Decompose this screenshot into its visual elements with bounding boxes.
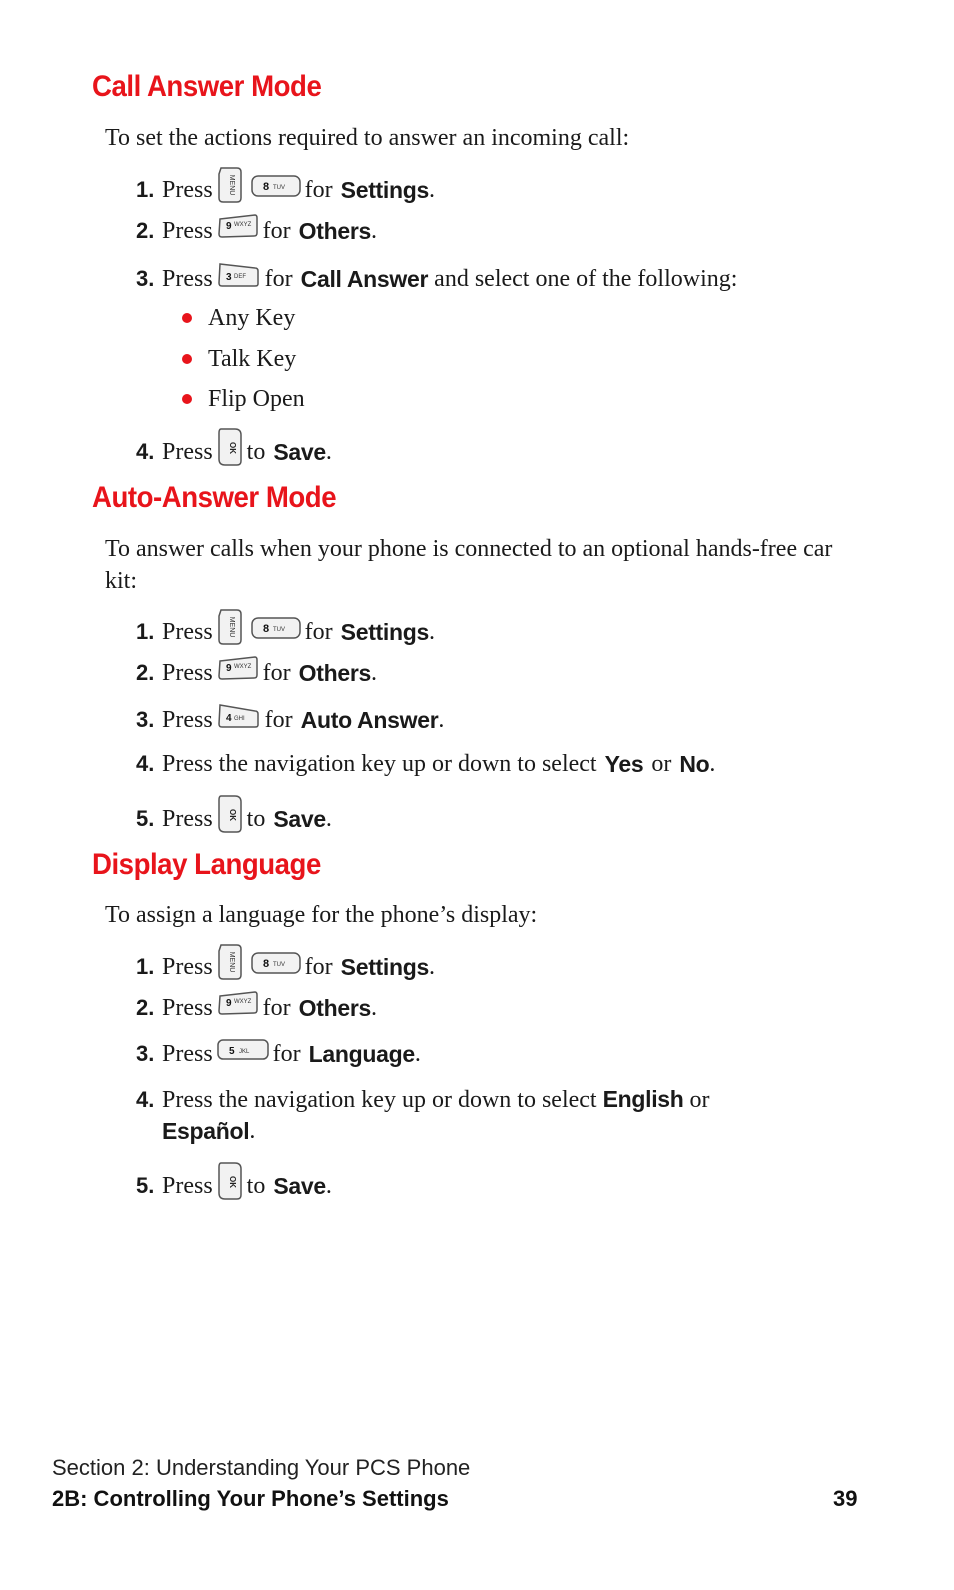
step-text: . (325, 438, 332, 465)
step-number: 3. (136, 1040, 155, 1066)
section-intro: To assign a language for the phone’s display: (105, 902, 538, 928)
step-text: to (246, 805, 266, 832)
step-1 (136, 943, 826, 990)
step-text: for (264, 706, 293, 733)
step-text: . (414, 1040, 421, 1067)
key-letters: JKL (238, 1049, 250, 1055)
step-number: 1. (136, 618, 155, 644)
key-label: MENU (227, 616, 235, 638)
bullet-icon (182, 354, 192, 364)
ok-key-icon (217, 794, 243, 843)
step-text: for (262, 659, 291, 686)
step-text: or (651, 751, 672, 777)
step-text: Press the navigation key up or down to select (162, 751, 597, 777)
step-4 (136, 748, 826, 780)
step-2 (136, 213, 826, 248)
key-letters: TUV (272, 184, 285, 191)
key-9-icon (217, 655, 259, 690)
step-text: Press (162, 265, 213, 292)
step-text: . (438, 706, 445, 733)
key-digit: 3 (225, 272, 232, 283)
step-text: Press (162, 994, 213, 1021)
key-label: OK (227, 442, 237, 454)
step-text: for (272, 1040, 301, 1067)
bullet-icon (182, 394, 192, 404)
step-text: Press (162, 217, 213, 244)
step-text: Press (162, 953, 213, 980)
option-espanol: Español (162, 1118, 250, 1144)
section-intro: To answer calls when your phone is connected to an optional hands-free car kit: (105, 536, 833, 594)
step-text: Press (162, 1172, 213, 1199)
menu-target: Call Answer (300, 265, 429, 292)
option-no: No (679, 751, 710, 777)
step-text: for (262, 994, 291, 1021)
key-digit: 8 (262, 622, 269, 635)
menu-target: Others (298, 217, 371, 244)
key-digit: 4 (225, 713, 232, 724)
step-text: to (246, 1172, 266, 1199)
menu-target: Auto Answer (300, 706, 439, 733)
step-text: Press (162, 618, 213, 645)
key-letters: TUV (272, 961, 285, 968)
menu-key-icon (217, 943, 243, 990)
key-label: OK (227, 809, 237, 821)
page-number: 39 (833, 1486, 858, 1511)
step-number: 1. (136, 953, 155, 979)
step-text: Press (162, 805, 213, 832)
step-text: to (246, 438, 266, 465)
step-text: or (689, 1087, 710, 1113)
step-text: Press the navigation key up or down to select (162, 1087, 597, 1113)
step-1 (136, 608, 826, 655)
step-number: 4. (136, 1087, 155, 1112)
step-3 (136, 1037, 826, 1070)
step-text: Press (162, 659, 213, 686)
step-number: 3. (136, 706, 155, 732)
step-3 (136, 260, 826, 297)
menu-target: Language (308, 1040, 415, 1067)
option-item (182, 384, 305, 414)
key-4-icon (217, 701, 261, 738)
step-text: . (709, 751, 716, 777)
step-5 (136, 1161, 826, 1210)
key-8-icon (251, 174, 301, 206)
step-number: 5. (136, 1172, 155, 1198)
menu-target: Settings (340, 953, 429, 980)
step-text: and select one of the following: (428, 265, 738, 292)
step-number: 4. (136, 438, 155, 464)
key-digit: 8 (262, 957, 269, 970)
step-2 (136, 990, 826, 1025)
key-digit: 9 (225, 998, 232, 1009)
menu-key-icon (217, 166, 243, 213)
ok-key-icon (217, 427, 243, 476)
option-yes: Yes (604, 751, 644, 777)
section-intro: To set the actions required to answer an incoming call: (105, 125, 630, 151)
key-label: MENU (227, 174, 235, 196)
step-2 (136, 655, 826, 690)
step-4 (136, 427, 826, 476)
step-1 (136, 166, 826, 213)
option-label: Any Key (208, 305, 296, 331)
step-text: . (371, 659, 377, 686)
bullet-icon (182, 313, 192, 323)
step-3 (136, 701, 826, 738)
step-text: . (429, 176, 435, 203)
step-text: . (325, 1172, 332, 1199)
step-number: 2. (136, 994, 155, 1020)
key-8-icon (251, 616, 301, 648)
step-text: for (264, 265, 293, 292)
option-english: English (602, 1086, 684, 1112)
key-8-icon (251, 951, 301, 983)
key-label: MENU (227, 951, 235, 973)
step-text: Press (162, 706, 213, 733)
footer-section-label: Section 2: Understanding Your PCS Phone (52, 1455, 471, 1480)
key-letters: DEF (233, 274, 246, 280)
key-digit: 5 (228, 1046, 235, 1057)
menu-key-icon (217, 608, 243, 655)
step-number: 4. (136, 751, 155, 776)
option-label: Talk Key (208, 346, 297, 372)
step-number: 1. (136, 176, 155, 202)
step-number: 3. (136, 265, 155, 291)
key-digit: 8 (262, 180, 269, 193)
section-title-call-answer-mode: Call Answer Mode (92, 70, 322, 103)
key-letters: WXYZ (233, 999, 252, 1005)
key-digit: 9 (225, 663, 232, 674)
step-5 (136, 794, 826, 843)
key-letters: TUV (272, 626, 285, 633)
step-4 (136, 1083, 826, 1116)
key-letters: WXYZ (233, 222, 252, 228)
step-text: for (304, 953, 333, 980)
step-text: Press (162, 1040, 213, 1067)
menu-target: Settings (340, 176, 429, 203)
section-title-display-language: Display Language (92, 848, 321, 881)
menu-target: Others (298, 994, 371, 1021)
step-text: Press (162, 176, 213, 203)
key-5-icon (217, 1037, 269, 1070)
menu-target: Save (273, 1172, 326, 1199)
step-text: for (304, 618, 333, 645)
menu-target: Save (273, 438, 326, 465)
section-title-auto-answer-mode: Auto-Answer Mode (92, 481, 337, 514)
menu-target: Save (273, 805, 326, 832)
option-label: Flip Open (208, 386, 305, 412)
key-letters: GHI (233, 716, 245, 722)
step-text: . (249, 1118, 256, 1144)
step-text: . (325, 805, 332, 832)
step-text: for (304, 176, 333, 203)
step-4-continued (162, 1115, 852, 1147)
step-text: . (429, 953, 435, 980)
key-label: OK (227, 1176, 237, 1188)
step-number: 2. (136, 217, 155, 243)
step-text: Press (162, 438, 213, 465)
step-text: . (371, 994, 377, 1021)
step-text: . (429, 618, 435, 645)
key-3-icon (217, 260, 261, 297)
step-text: for (262, 217, 291, 244)
step-number: 2. (136, 659, 155, 685)
key-9-icon (217, 990, 259, 1025)
menu-target: Others (298, 659, 371, 686)
key-letters: WXYZ (233, 664, 252, 670)
key-9-icon (217, 213, 259, 248)
ok-key-icon (217, 1161, 243, 1210)
footer-chapter-label: 2B: Controlling Your Phone’s Settings (52, 1486, 449, 1511)
step-number: 5. (136, 805, 155, 831)
menu-target: Settings (340, 618, 429, 645)
option-item (182, 344, 296, 374)
option-item (182, 303, 295, 333)
key-digit: 9 (225, 221, 232, 232)
step-text: . (371, 217, 377, 244)
